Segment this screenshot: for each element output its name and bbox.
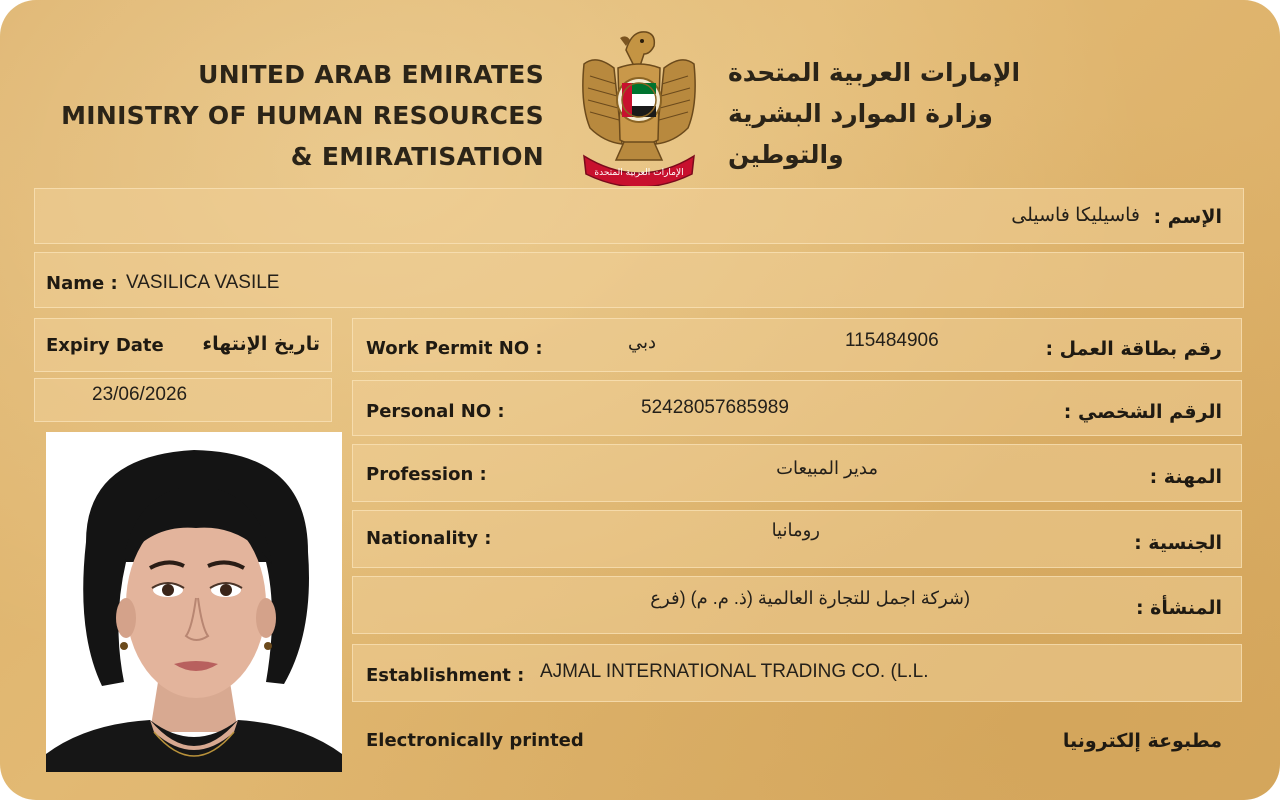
name-english-label: Name : [46, 273, 118, 294]
establishment-arabic-label: المنشأة : [1135, 597, 1222, 619]
expiry-label-ar: تاريخ الإنتهاء [202, 333, 320, 355]
header-emiratisation-en: & EMIRATISATION [290, 142, 544, 171]
uae-falcon-emblem-icon [574, 24, 704, 186]
portrait-image [46, 432, 342, 772]
establishment-english-value: AJMAL INTERNATIONAL TRADING CO. (L.L. [540, 661, 929, 682]
header-arabic [728, 52, 1020, 175]
electronically-printed-en: Electronically printed [366, 730, 584, 751]
emblem-caption: الإمارات العربية المتحدة [594, 168, 684, 178]
name-english-value: VASILICA VASILE [126, 272, 280, 293]
header-english [61, 54, 544, 177]
work-permit-label-en: Work Permit NO : [366, 338, 543, 359]
name-arabic-label: الإسم : [1153, 206, 1222, 228]
personal-no-label-en: Personal NO : [366, 401, 505, 422]
name-arabic-value: فاسيليكا فاسيلى [1011, 205, 1140, 226]
expiry-value: 23/06/2026 [92, 384, 188, 405]
header-country-en: UNITED ARAB EMIRATES [198, 60, 544, 89]
profession-label-ar: المهنة : [1149, 466, 1222, 488]
holder-photo [46, 432, 342, 772]
header-country-ar: الإمارات العربية المتحدة [728, 58, 1021, 87]
expiry-label-en: Expiry Date [46, 335, 164, 356]
header-ministry-ar: وزارة الموارد البشرية [728, 99, 993, 128]
nationality-label-en: Nationality : [366, 528, 492, 549]
header-ministry-en: MINISTRY OF HUMAN RESOURCES [61, 101, 544, 130]
work-permit-number: 115484906 [845, 330, 939, 351]
personal-no-value: 52428057685989 [641, 397, 789, 418]
nationality-label-ar: الجنسية : [1134, 532, 1222, 554]
work-permit-emirate: دبي [627, 332, 656, 352]
work-permit-label-ar: رقم بطاقة العمل : [1045, 338, 1222, 360]
personal-no-label-ar: الرقم الشخصي : [1063, 401, 1222, 423]
nationality-value: رومانيا [771, 520, 820, 540]
profession-value: مدير المبيعات [776, 458, 878, 478]
header-emiratisation-ar: والتوطين [728, 140, 844, 169]
electronically-printed-ar: مطبوعة إلكترونيا [1062, 730, 1222, 752]
establishment-arabic-value: (شركة اجمل للتجارة العالمية (ذ. م. م) (فرع [650, 588, 970, 608]
establishment-english-label: Establishment : [366, 665, 525, 686]
profession-label-en: Profession : [366, 464, 487, 485]
